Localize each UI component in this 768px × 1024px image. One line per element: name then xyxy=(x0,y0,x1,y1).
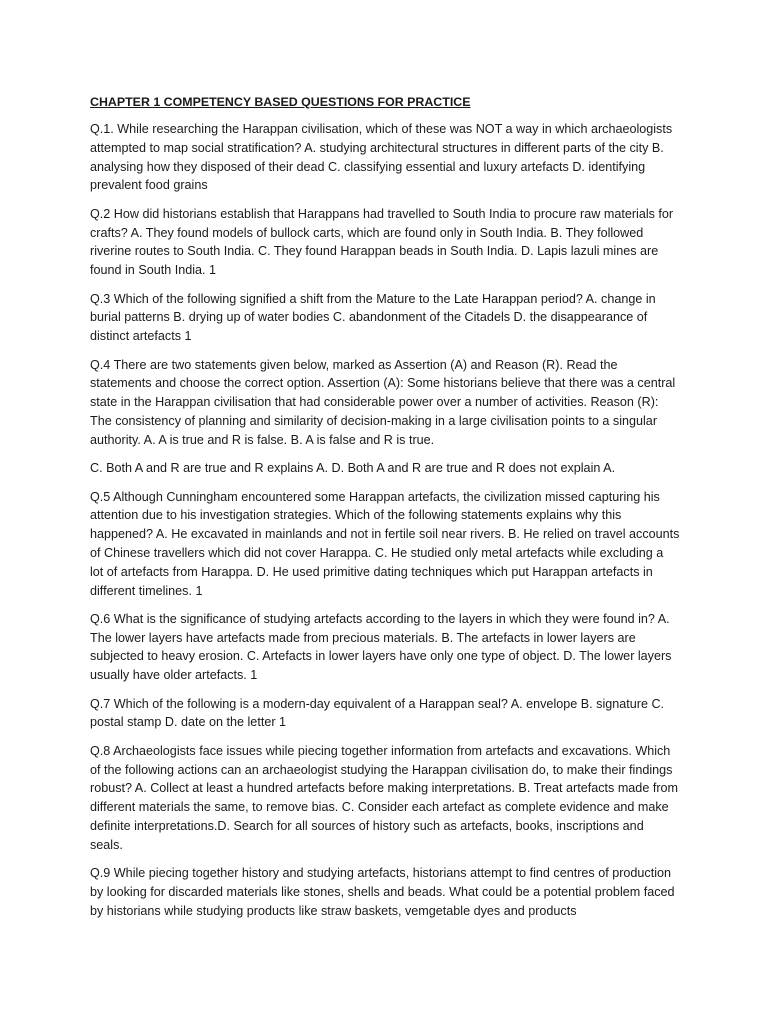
question-6: Q.6 What is the significance of studying artefacts according to the layers in which they were found in? A. The lower layers have artefacts made from precious materials. B. The artefacts in lower layers are subjected to heavy erosion. C. Artefacts in lower layers have only one type of object. D. The lower layers usually have older artefacts. 1 xyxy=(90,611,672,683)
document-page xyxy=(90,93,680,930)
question-4-options: C. Both A and R are true and R explains A. D. Both A and R are true and R does not explain A. xyxy=(90,461,616,476)
question-3: Q.3 Which of the following signified a shift from the Mature to the Late Harappan period? A. change in burial patterns B. drying up of water bodies C. abandonment of the Citadels D. the disappearance of distinct artefacts 1 xyxy=(90,291,656,344)
question-1: Q.1. While researching the Harappan civilisation, which of these was NOT a way in which archaeologists attempted to map social stratification? A. studying architectural structures in different parts of the city B. analysing how they disposed of their dead C. classifying essential and luxury artefacts D. identifying prevalent food grains xyxy=(90,122,673,193)
question-4: Q.4 There are two statements given below, marked as Assertion (A) and Reason (R). Read the statements and choose the correct option. Assertion (A): Some historians believe that there was a central state in the Harappan civilisation that had considerable power over a number of activities. Reason (R): The consistency of planning and similarity of decision-making in a large civilisation points to a singular authority. A. A is true and R is false. B. A is false and R is true. xyxy=(90,357,676,447)
question-9: Q.9 While piecing together history and studying artefacts, historians attempt to find centres of production by looking for discarded materials like stones, shells and beads. What could be a potential problem faced by historians while studying products like straw baskets, vemgetable dyes and products xyxy=(90,866,675,918)
question-7: Q.7 Which of the following is a modern-day equivalent of a Harappan seal? A. envelope B. signature C. postal stamp D. date on the letter 1 xyxy=(90,696,665,730)
question-5: Q.5 Although Cunningham encountered some Harappan artefacts, the civilization missed capturing his attention due to his investigation strategies. Which of the following statements explains why this happened? A. He excavated in mainlands and not in fertile soil near rivers. B. He relied on travel accounts of Chinese travellers which did not cover Harappa. C. He studied only metal artefacts while excluding a lot of artefacts from Harappa. D. He used primitive dating techniques which put Harappan artefacts in different timelines. 1 xyxy=(90,489,680,598)
question-8: Q.8 Archaeologists face issues while piecing together information from artefacts and excavations. Which of the following actions can an archaeologist studying the Harappan civilisation do, to make their findings robust? A. Collect at least a hundred artefacts before making interpretations. B. Treat artefacts made from different materials the same, to remove bias. C. Consider each artefact as complete evidence and make definite interpretations.D. Search for all sources of history such as artefacts, books, inscriptions and seals. xyxy=(90,743,679,852)
question-2: Q.2 How did historians establish that Harappans had travelled to South India to procure raw materials for crafts? A. They found models of bullock carts, which are found only in South India. B. They followed riverine routes to South India. C. They found Harappan beads in South India. D. Lapis lazuli mines are found in South India. 1 xyxy=(90,206,674,278)
document-title: CHAPTER 1 COMPETENCY BASED QUESTIONS FOR PRACTICE xyxy=(90,95,471,109)
